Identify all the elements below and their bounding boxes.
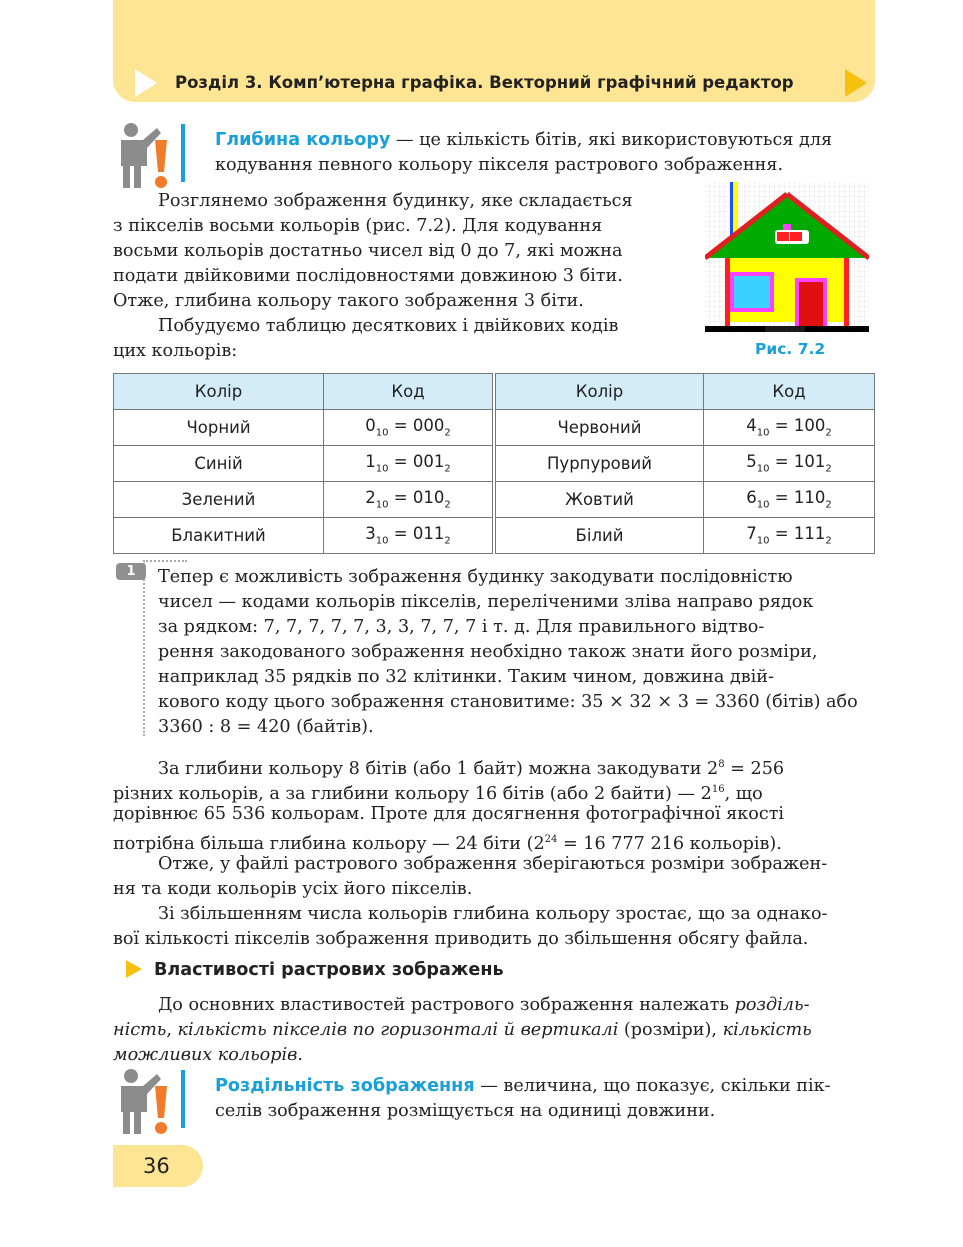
- header-arrow-right-icon: [845, 69, 867, 97]
- note-text: наприклад 35 рядків по 32 клітинки. Таким чином, довжина двій-: [158, 667, 774, 687]
- definition-text: селів зображення розміщується на одиниці довжини.: [215, 1101, 716, 1121]
- table-header: Код: [324, 374, 493, 410]
- table-header-row: [114, 374, 875, 410]
- chapter-title: Розділ 3. Комп’ютерна графіка. Векторний графічний редактор: [175, 73, 794, 92]
- attention-person-icon: [113, 122, 185, 194]
- pixel-house-figure: [705, 182, 869, 334]
- definition-text: — величина, що показує, скільки пік-: [474, 1076, 831, 1096]
- body-text: ня та коди кольорів усіх його пікселів.: [113, 879, 473, 899]
- note-text: рення закодованого зображення необхідно також знати його розміри,: [158, 642, 818, 662]
- section-heading: [126, 960, 504, 980]
- body-text: різних кольорів, а за глибини кольору 16 бітів (або 2 байти) — $2^{16}$, що: [113, 783, 763, 804]
- code-cell: $5_{10} = 101_2$: [704, 446, 875, 482]
- figure-caption: Рис. 7.2: [755, 340, 826, 358]
- color-name: Синій: [114, 446, 324, 482]
- body-text: восьми кольорів достатньо чисел від 0 до 7, які можна: [113, 241, 623, 261]
- code-cell: $0_{10} = 000_2$: [324, 410, 493, 446]
- body-text: потрібна більша глибина кольору — 24 біти ($2^{24} = 16$ 777 216 кольорів).: [113, 833, 782, 854]
- body-text: дорівнює 65 536 кольорам. Проте для досягнення фотографічної якості: [113, 804, 785, 824]
- body-text: з пікселів восьми кольорів (рис. 7.2). Для кодування: [113, 216, 603, 236]
- term-color-depth: Глибина кольору: [215, 130, 391, 150]
- note-text: Тепер є можливість зображення будинку закодувати послідовністю: [158, 567, 793, 587]
- definition-text: кодування певного кольору пікселя растрового зображення.: [215, 155, 784, 175]
- note-text: чисел — кодами кольорів пікселів, переліченими зліва направо рядок: [158, 592, 814, 612]
- table-header: Колір: [496, 374, 704, 410]
- color-name: Зелений: [114, 482, 324, 518]
- body-text: Побудуємо таблицю десяткових і двійкових кодів: [158, 316, 619, 336]
- body-text: За глибини кольору 8 бітів (або 1 байт) можна закодувати $2^8 = 256$: [158, 758, 785, 779]
- definition-resolution: [215, 1074, 831, 1099]
- code-cell: $1_{10} = 001_2$: [324, 446, 493, 482]
- table-row: [114, 410, 875, 446]
- table-row: [114, 518, 875, 554]
- table-header: Колір: [114, 374, 324, 410]
- body-text: подати двійковими послідовностями довжиною 3 біти.: [113, 266, 623, 286]
- table-header: Код: [704, 374, 875, 410]
- code-cell: $6_{10} = 110_2$: [704, 482, 875, 518]
- note-border: [143, 560, 145, 736]
- note-text: кового коду цього зображення становитиме: 35 × 32 × 3 = 3360 (бітів) або: [158, 692, 858, 712]
- color-name: Чорний: [114, 410, 324, 446]
- code-cell: $3_{10} = 011_2$: [324, 518, 493, 554]
- color-name: Червоний: [496, 410, 704, 446]
- chapter-header: [113, 0, 875, 102]
- term-resolution: Роздільність зображення: [215, 1076, 475, 1096]
- body-text: цих кольорів:: [113, 341, 238, 361]
- attention-person-icon: [113, 1068, 185, 1140]
- definition-color-depth: [215, 128, 832, 153]
- code-cell: $7_{10} = 111_2$: [704, 518, 875, 554]
- section-arrow-icon: [126, 960, 142, 978]
- body-text: Отже, глибина кольору такого зображення 3 біти.: [113, 291, 584, 311]
- definition-text: — це кількість бітів, які використовуються для: [390, 130, 833, 150]
- code-cell: $4_{10} = 100_2$: [704, 410, 875, 446]
- body-text: До основних властивостей растрового зображення належать розділь-: [158, 995, 810, 1015]
- note-border: [143, 560, 187, 562]
- body-text: Отже, у файлі растрового зображення зберігаються розміри зображен-: [158, 854, 828, 874]
- body-text: ність, кількість пікселів по горизонталі й вертикалі (розміри), кількість: [113, 1020, 812, 1040]
- body-text: вої кількості пікселів зображення приводить до збільшення обсягу файла.: [113, 929, 809, 949]
- body-text: можливих кольорів.: [113, 1045, 303, 1065]
- note-text: 3360 : 8 = 420 (байтів).: [158, 717, 374, 737]
- table-row: [114, 482, 875, 518]
- color-name: Білий: [496, 518, 704, 554]
- header-arrow-left-icon: [135, 69, 157, 97]
- table-row: [114, 446, 875, 482]
- code-cell: $2_{10} = 010_2$: [324, 482, 493, 518]
- color-name: Жовтий: [496, 482, 704, 518]
- section-title: Властивості растрових зображень: [154, 960, 504, 980]
- body-text: Розглянемо зображення будинку, яке складається: [158, 191, 633, 211]
- color-name: Блакитний: [114, 518, 324, 554]
- color-code-table: [113, 373, 875, 554]
- note-text: за рядком: 7, 7, 7, 7, 7, 3, 3, 7, 7, 7 і т. д. Для правильного відтво-: [158, 617, 765, 637]
- page-number: 36: [113, 1145, 203, 1187]
- note-number-badge: 1: [116, 563, 146, 580]
- definition-bar: [181, 124, 185, 182]
- definition-bar: [181, 1070, 185, 1128]
- color-name: Пурпуровий: [496, 446, 704, 482]
- body-text: Зі збільшенням числа кольорів глибина кольору зростає, що за однако-: [158, 904, 828, 924]
